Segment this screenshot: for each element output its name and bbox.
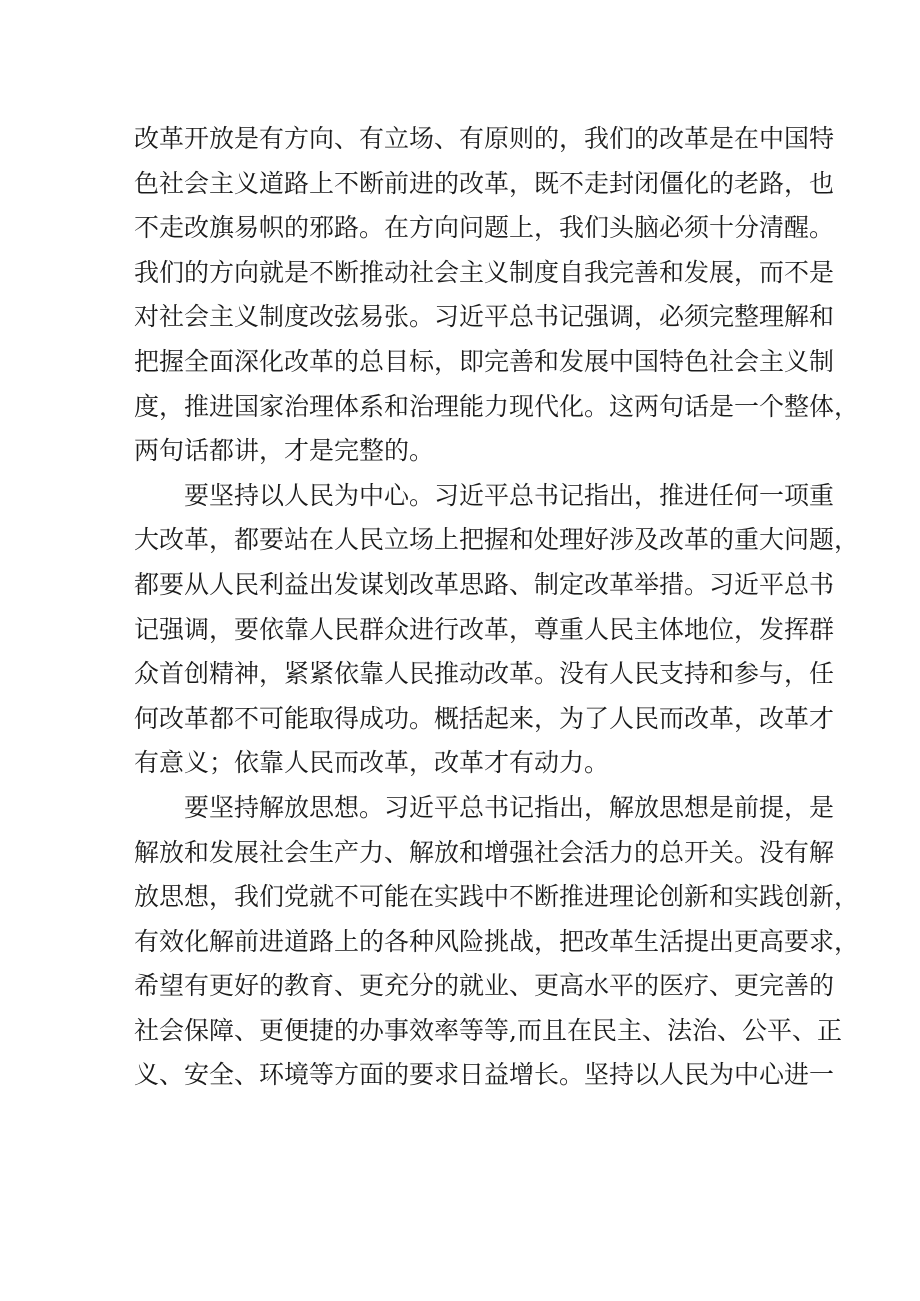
text-line: 记强调，要依靠人民群众进行改革，尊重人民主体地位，发挥群: [134, 614, 835, 644]
text-line: 何改革都不可能取得成功。概括起来，为了人民而改革，改革才: [134, 703, 835, 733]
text-line: 要坚持以人民为中心。习近平总书记指出，推进任何一项重: [184, 480, 835, 510]
text-line: 有意义；依靠人民而改革，改革才有动力。: [134, 748, 610, 778]
text-line: 对社会主义制度改弦易张。习近平总书记强调，必须完整理解和: [134, 302, 835, 332]
text-line: 解放和发展社会生产力、解放和增强社会活力的总开关。没有解: [134, 837, 835, 867]
paragraph-2: [134, 474, 860, 786]
text-line: 两句话都讲，才是完整的。: [134, 436, 435, 466]
text-line: 要坚持解放思想。习近平总书记指出，解放思想是前提，是: [184, 792, 835, 822]
text-line: 社会保障、更便捷的办事效率等等,而且在民主、法治、公平、正: [134, 1015, 842, 1045]
text-line: 都要从人民利益出发谋划改革思路、制定改革举措。习近平总书: [134, 569, 835, 599]
text-line: 我们的方向就是不断推动社会主义制度自我完善和发展，而不是: [134, 257, 835, 287]
text-line: 把握全面深化改革的总目标，即完善和发展中国特色社会主义制: [134, 346, 835, 376]
text-line: 改革开放是有方向、有立场、有原则的，我们的改革是在中国特: [134, 124, 835, 153]
text-line: 众首创精神，紧紧依靠人民推动改革。没有人民支持和参与，任: [134, 659, 835, 689]
text-line: 大改革，都要站在人民立场上把握和处理好涉及改革的重大问题，: [134, 525, 860, 555]
text-line: 色社会主义道路上不断前进的改革，既不走封闭僵化的老路，也: [134, 168, 835, 198]
document-body: [134, 117, 860, 1098]
text-line: 度，推进国家治理体系和治理能力现代化。这两句话是一个整体，: [134, 391, 860, 421]
text-line: 义、安全、环境等方面的要求日益增长。坚持以人民为中心进一: [134, 1060, 835, 1090]
paragraph-3: [134, 786, 860, 1098]
paragraph-1: [134, 117, 860, 474]
text-line: 有效化解前进道路上的各种风险挑战，把改革生活提出更高要求，: [134, 926, 860, 956]
text-line: 放思想，我们党就不可能在实践中不断推进理论创新和实践创新，: [134, 882, 860, 912]
text-line: 希望有更好的教育、更充分的就业、更高水平的医疗、更完善的: [134, 971, 835, 1001]
text-line: 不走改旗易帜的邪路。在方向问题上，我们头脑必须十分清醒。: [134, 213, 835, 243]
